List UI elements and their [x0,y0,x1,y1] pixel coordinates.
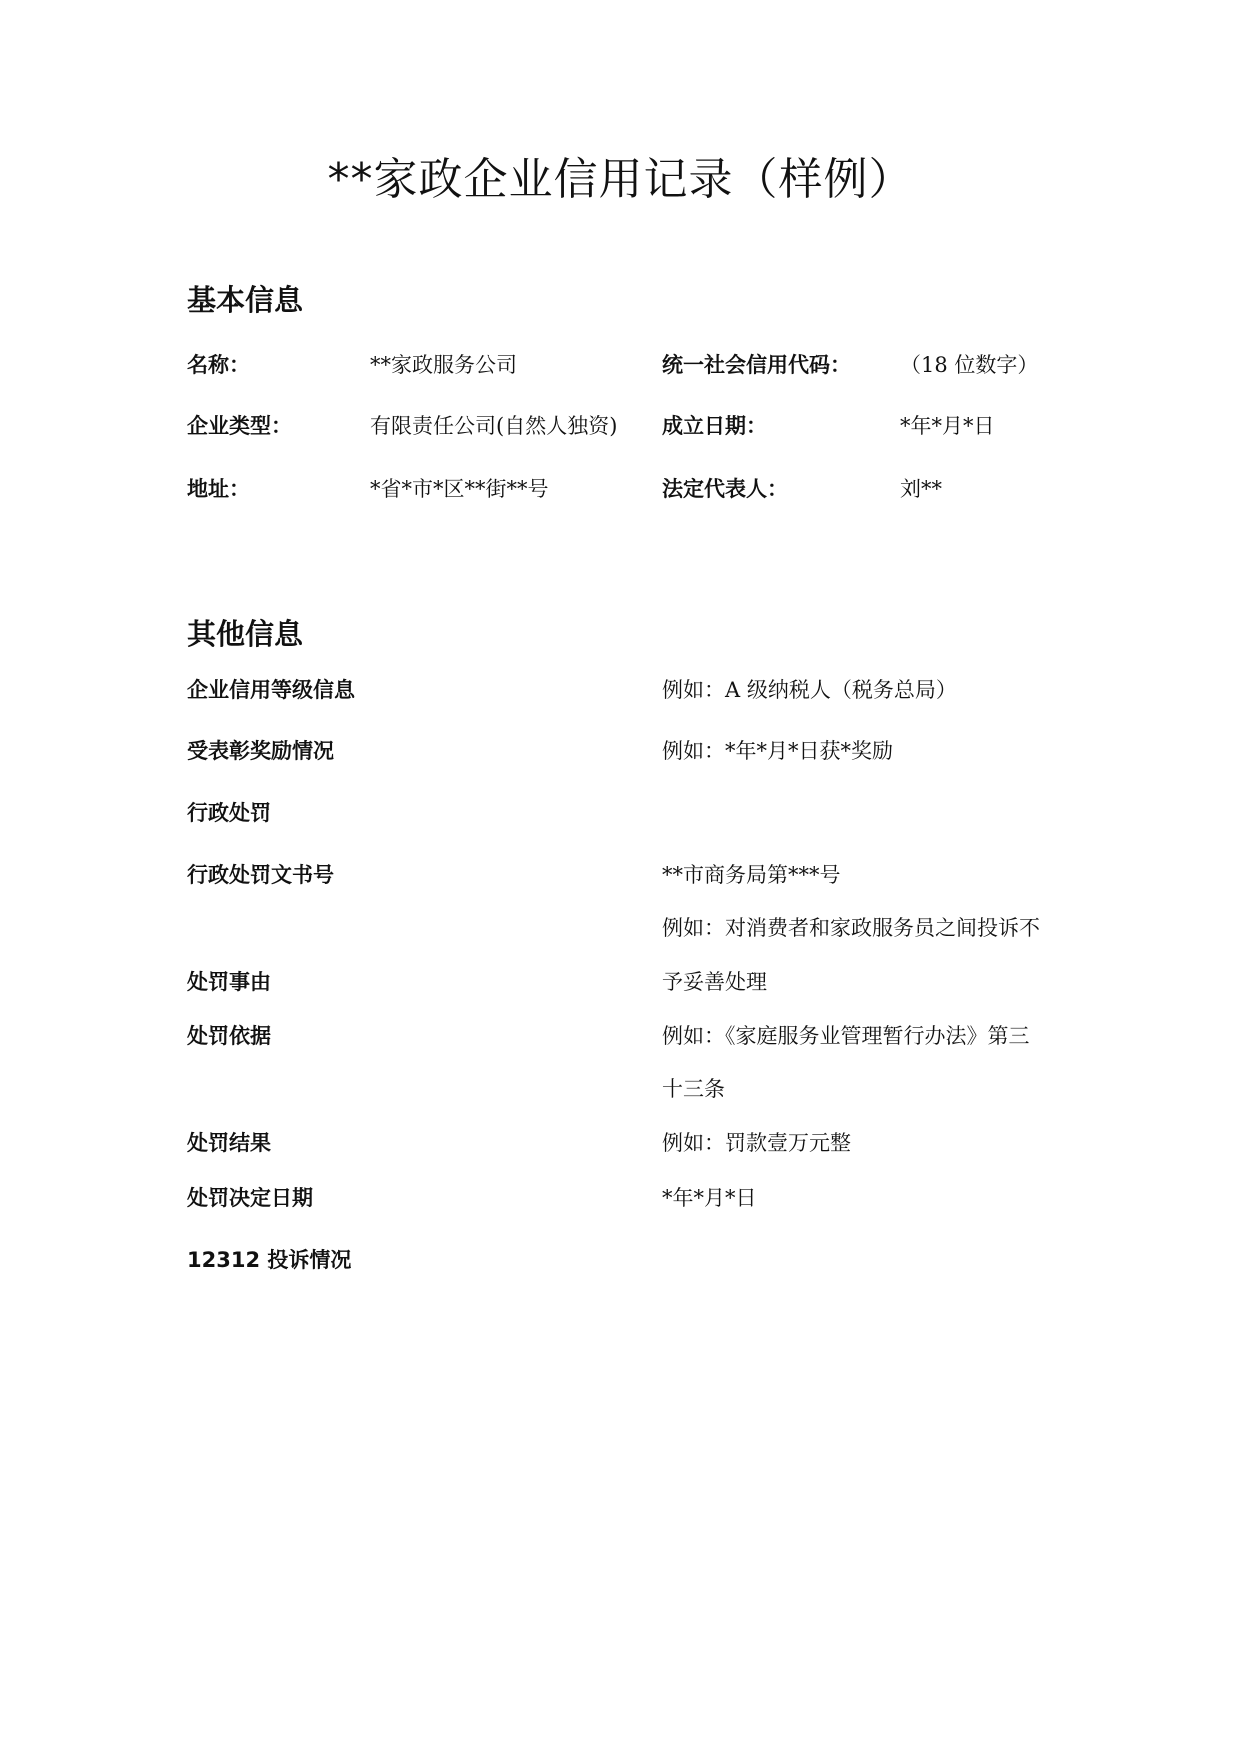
awards-label: 受表彰奖励情况 [187,739,334,763]
penalty-basis-value-line1: 例如：《家庭服务业管理暂行办法》第三 [662,1024,1030,1048]
credit-level-label: 企业信用等级信息 [187,678,355,702]
legal-rep-value: 刘** [900,477,942,501]
awards-value: 例如：*年*月*日获*奖励 [662,739,893,763]
name-label: 名称： [187,353,250,377]
address-value: *省*市*区**街**号 [370,477,549,501]
penalty-basis-label: 处罚依据 [187,1024,271,1048]
type-value: 有限责任公司(自然人独资) [370,414,618,438]
section-heading-basic-info: 基本信息 [187,283,304,317]
complaints-label: 12312 投诉情况 [187,1248,352,1272]
founded-label: 成立日期： [662,414,767,438]
penalty-reason-value-line1: 例如：对消费者和家政服务员之间投诉不 [662,916,1040,940]
section-heading-other-info: 其他信息 [187,617,304,651]
type-label: 企业类型： [187,414,292,438]
penalty-reason-label: 处罚事由 [187,970,271,994]
penalty-doc-value: **市商务局第***号 [662,863,841,887]
penalty-label: 行政处罚 [187,801,271,825]
name-value: **家政服务公司 [370,353,517,377]
penalty-result-label: 处罚结果 [187,1131,271,1155]
penalty-date-label: 处罚决定日期 [187,1186,313,1210]
penalty-date-value: *年*月*日 [662,1186,757,1210]
credit-level-value: 例如：A 级纳税人（税务总局） [662,678,957,702]
page-title: **家政企业信用记录（样例） [327,154,914,205]
credit-code-label: 统一社会信用代码： [662,353,851,377]
penalty-result-value: 例如：罚款壹万元整 [662,1131,851,1155]
address-label: 地址： [187,477,250,501]
credit-code-value: （18 位数字） [900,353,1039,377]
penalty-reason-value-line2: 予妥善处理 [662,970,767,994]
penalty-basis-value-line2: 十三条 [662,1077,725,1101]
founded-value: *年*月*日 [900,414,995,438]
legal-rep-label: 法定代表人： [662,477,788,501]
penalty-doc-label: 行政处罚文书号 [187,863,334,887]
